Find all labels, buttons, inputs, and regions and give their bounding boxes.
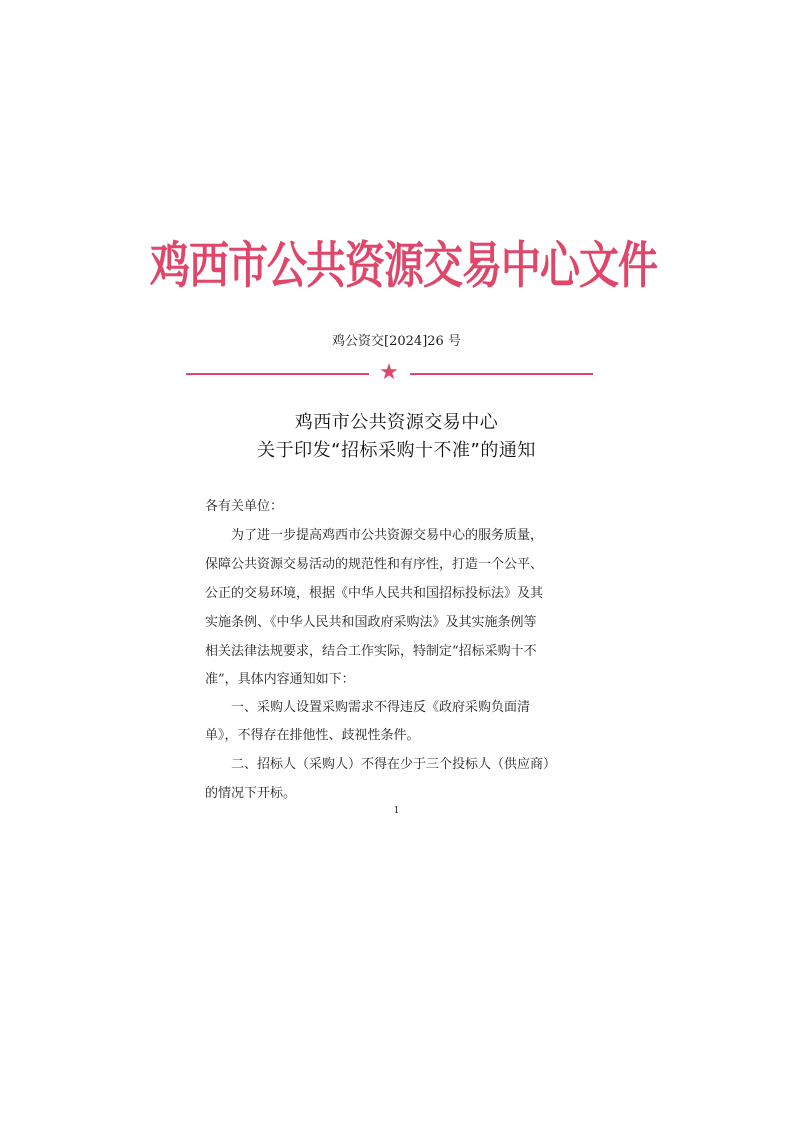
paragraph-line: 二、招标人（采购人）不得在少于三个投标人（供应商） bbox=[231, 757, 557, 772]
divider-right-line bbox=[410, 373, 593, 375]
paragraph-line: 相关法律法规要求，结合工作实际，特制定“招标采购十不 bbox=[205, 644, 537, 659]
document-number: 鸡公资交[2024]26 号 bbox=[332, 334, 461, 349]
divider-left-line bbox=[186, 373, 369, 375]
paragraph-line: 保障公共资源交易活动的规范性和有序性，打造一个公平、 bbox=[205, 557, 544, 572]
paragraph-line: 实施条例、《中华人民共和国政府采购法》及其实施条例等 bbox=[205, 615, 537, 630]
paragraph-line: 准”，具体内容通知如下： bbox=[205, 672, 355, 687]
paragraph-line: 单》，不得存在排他性、歧视性条件。 bbox=[205, 728, 420, 743]
star-icon: ★ bbox=[379, 360, 399, 385]
notice-title-line-2: 关于印发“招标采购十不准”的通知 bbox=[257, 440, 536, 461]
paragraph-line: 为了进一步提高鸡西市公共资源交易中心的服务质量， bbox=[231, 528, 544, 543]
salutation: 各有关单位： bbox=[205, 499, 284, 514]
masthead-title: 鸡西市公共资源交易中心文件 bbox=[150, 236, 657, 295]
paragraph-line: 公正的交易环境，根据《中华人民共和国招标投标法》及其 bbox=[205, 586, 544, 601]
paragraph-line: 的情况下开标。 bbox=[205, 786, 297, 801]
notice-title-line-1: 鸡西市公共资源交易中心 bbox=[294, 412, 499, 433]
page-number: 1 bbox=[393, 806, 400, 816]
red-divider bbox=[186, 362, 593, 386]
paragraph-line: 一、采购人设置采购需求不得违反《政府采购负面清 bbox=[231, 700, 531, 715]
